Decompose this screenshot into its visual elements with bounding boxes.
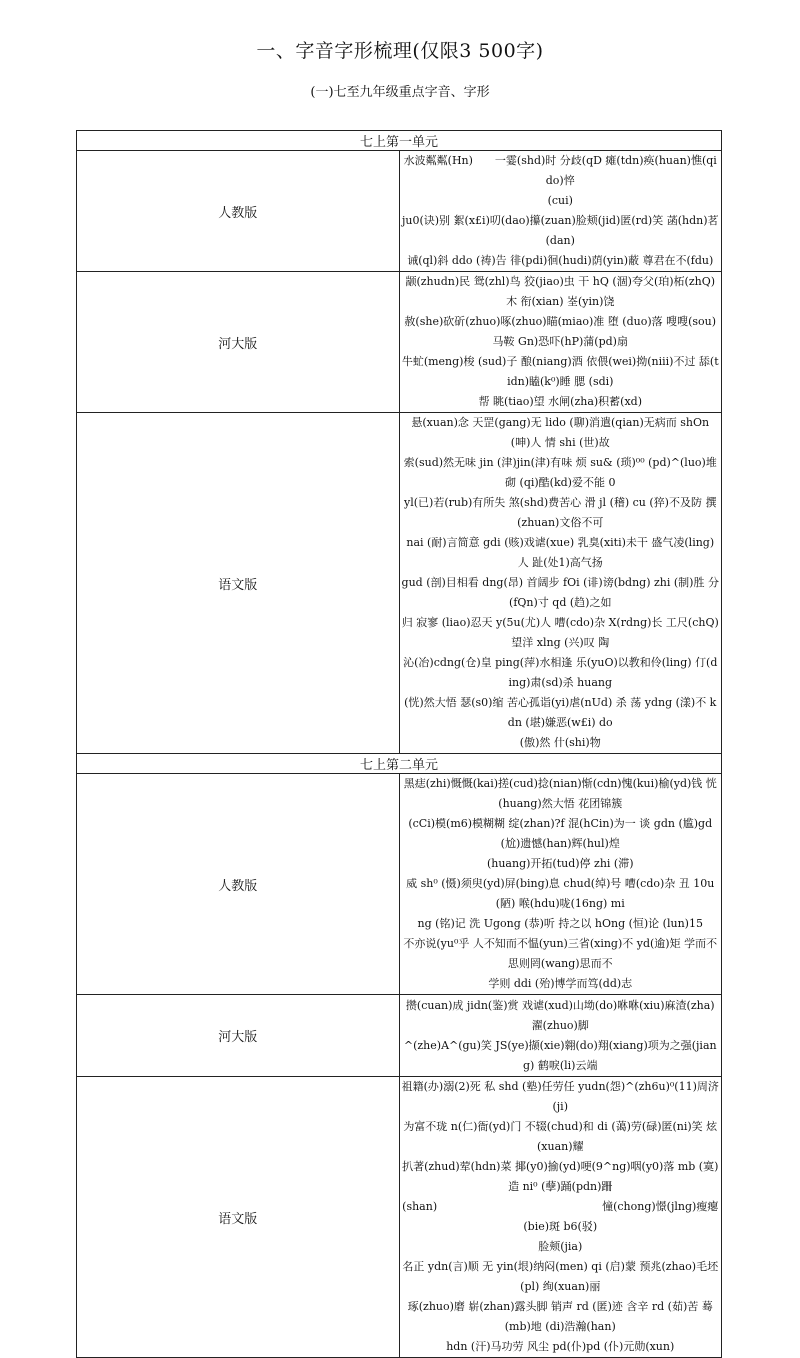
unit-title: 七上第二单元	[77, 754, 722, 774]
vocab-line: (shan) 憧(chong)憬(jlng)瘦瘪(bie)斑 b6(驳)	[402, 1200, 719, 1233]
vocab-content	[399, 272, 722, 413]
vocab-line: (恍)然大悟 瑟(s0)缩 苦心孤诣(yi)虐(nUd) 杀 荡 ydng (漾)不 kdn (堪)嫌恶(w£i) do	[404, 696, 717, 729]
vocab-line: 扒著(zhud)荤(hdn)菜 揶(y0)揄(yd)哽(9^ng)咽(y0)落 mb (寞)造 ni⁰ (孽)踊(pdn)跚	[402, 1160, 719, 1193]
vocab-line: 祖籍(办)溺(2)死 私 shd (塾)任劳任 yudn(怨)^(zh6u)⁰(11)周济 (ji)	[401, 1080, 719, 1113]
vocab-line: 名正 ydn(言)顺 无 yin(垠)纳闷(men) qi (启)蒙 预兆(zhao)毛坯(pl) 绚(xuan)丽	[402, 1260, 719, 1293]
page-subtitle: (一)七至九年级重点字音、字形	[310, 85, 490, 100]
vocab-line: (cui)	[547, 194, 573, 207]
vocab-line: 琢(zhuo)磨 崭(zhan)露头脚 销声 rd (匿)迹 含辛 rd (茹)苦 蓦(mb)地 (di)浩瀚(han)	[407, 1300, 713, 1333]
edition-label: 人教版	[77, 151, 400, 272]
vocab-line: (傲)然 什(shi)物	[519, 736, 601, 749]
vocab-line: 归 寂寥 (liao)忍天 y(5u(尤)人 嘈(cdo)杂 X(rdng)长 工尺(chQ)望洋 xlng (兴)叹 陶	[401, 616, 719, 649]
vocab-line: ng (铭)记 洗 Ugong (恭)听 持之以 hOng (恒)论 (lun)15	[417, 917, 703, 930]
vocab-line: gud (剖)目相看 dng(昂) 首阔步 fOi (诽)谤(bdng) zhi (制)胜 分(fQn)寸 qd (趋)之如	[401, 576, 719, 609]
vocab-line: 牛虻(meng)梭 (sud)子 酿(niang)酒 依偎(wei)拗(niii)不过 舔(tidn)瞌(k⁰)睡 腮 (sdi)	[401, 355, 719, 388]
table-row	[77, 774, 722, 995]
page-title: 一、字音字形梳理(仅限3 500字)	[256, 40, 544, 62]
table-row	[77, 151, 722, 272]
vocab-line: 为富不珑 n(仁)衙(yd)门 不辍(chud)和 di (蔼)劳(碌)匿(ni)笑 炫(xuan)耀	[403, 1120, 718, 1153]
table-row	[77, 413, 722, 754]
table-row	[77, 272, 722, 413]
edition-label: 语文版	[77, 1077, 400, 1358]
vocab-line: 脸颊(jia)	[538, 1240, 583, 1253]
vocab-table	[76, 130, 722, 1358]
vocab-line: 水波粼粼(Hn) 一霎(shd)时 分歧(qD 瘫(tdn)痪(huan)憔(qido)悴	[403, 154, 717, 187]
edition-label: 河大版	[77, 272, 400, 413]
vocab-line: 诫(ql)斜 ddo (祷)告 徘(pdi)徊(hudi)荫(yin)蔽 尊君在不(fdu)	[407, 254, 714, 267]
vocab-line: yl(已)若(rub)有所失 煞(shd)费苦心 滑 jl (稽) cu (猝)不及防 撰(zhuan)文俗不可	[404, 496, 717, 529]
vocab-line: 黑痣(zhi)慨慨(kai)搓(cud)捻(nian)惭(cdn)愧(kui)榆(yd)钱 恍(huang)然大悟 花团锦簇	[403, 777, 717, 810]
vocab-line: nai (耐)言简意 gdi (赅)戏谑(xue) 乳臭(xiti)未干 盛气凌(ling)人 趾(处1)高气扬	[406, 536, 715, 569]
unit-header-row	[77, 754, 722, 774]
vocab-line: 赦(she)砍斫(zhuo)啄(zhuo)瞄(miao)准 堕 (duo)落 嗖嗖(sou)马鞍 Gn)恐吓(hP)蒲(pd)扇	[404, 315, 717, 348]
vocab-line: ^(zhe)A^(gu)笑 JS(ye)撷(xie)翱(do)翔(xiang)项为之强(jiang) 鹤唳(li)云端	[403, 1038, 717, 1072]
vocab-line: 攒(cuan)成 jidn(鉴)赏 戏谑(xud)山坳(do)咻咻(xiu)麻渣(zha) 濯(zhuo)脚	[405, 998, 715, 1032]
vocab-line: 悬(xuan)念 天罡(gang)无 lido (聊)消遣(qian)无病而 shOn (呻)人 情 shi (世)故	[411, 416, 710, 449]
edition-label: 语文版	[77, 413, 400, 754]
vocab-line: (huang)开拓(tud)停 zhi (滞)	[486, 857, 634, 870]
unit-title: 七上第一单元	[77, 131, 722, 151]
vocab-content	[399, 1077, 722, 1358]
table-row	[77, 995, 722, 1077]
vocab-line: 索(sud)然无味 jin (津)jin(津)有味 烦 su& (琐)⁰⁰ (pd)^(luo)堆砌 (qi)酷(kd)爱不能 0	[403, 456, 717, 489]
vocab-content	[399, 774, 722, 995]
vocab-line: 沁(冶)cdng(仓)皇 ping(萍)水相逢 乐(yuO)以教和伶(ling) 仃(ding)肃(sd)杀 huang	[403, 656, 718, 689]
vocab-content	[399, 151, 722, 272]
unit-header-row	[77, 131, 722, 151]
edition-label: 人教版	[77, 774, 400, 995]
vocab-line: 颛(zhudn)民 鸳(zhl)鸟 狡(jiao)虫 干 hQ (涸)夸父(珀)柘(zhQ)木 衔(xian) 峑(yin)饶	[405, 275, 716, 308]
vocab-line: 学则 ddi (殆)博学而笃(dd)志	[488, 977, 633, 990]
table-row	[77, 1077, 722, 1358]
vocab-line: hdn (汗)马功劳 风尘 pd(仆)pd (仆)元勋(xun)	[446, 1340, 675, 1353]
vocab-line: (cCi)模(m6)模糊糊 绽(zhan)?f 混(hCin)为一 谈 gdn (尴)gd (尬)遗憾(han)辉(hul)煌	[408, 817, 713, 850]
vocab-content	[399, 995, 722, 1077]
vocab-content	[399, 413, 722, 754]
edition-label: 河大版	[77, 995, 400, 1077]
vocab-line: 威 sh⁰ (慑)须臾(yd)屏(bing)息 chud(绰)号 嘈(cdo)杂 丑 10u (陋) 喉(hdu)咙(16ng) mi	[406, 877, 715, 910]
vocab-line: 不亦说(yu⁰乎 人不知而不愠(yun)三省(xing)不 yd(逾)矩 学而不思则罔(wang)思而不	[403, 937, 718, 970]
vocab-line: 帮 眺(tiao)望 水闸(zha)积蓄(xd)	[478, 395, 643, 408]
vocab-line: ju0(诀)别 絮(x£i)叨(dao)攥(zuan)脸颊(jid)匿(rd)笑 菡(hdn)茗 (dan)	[401, 214, 719, 247]
